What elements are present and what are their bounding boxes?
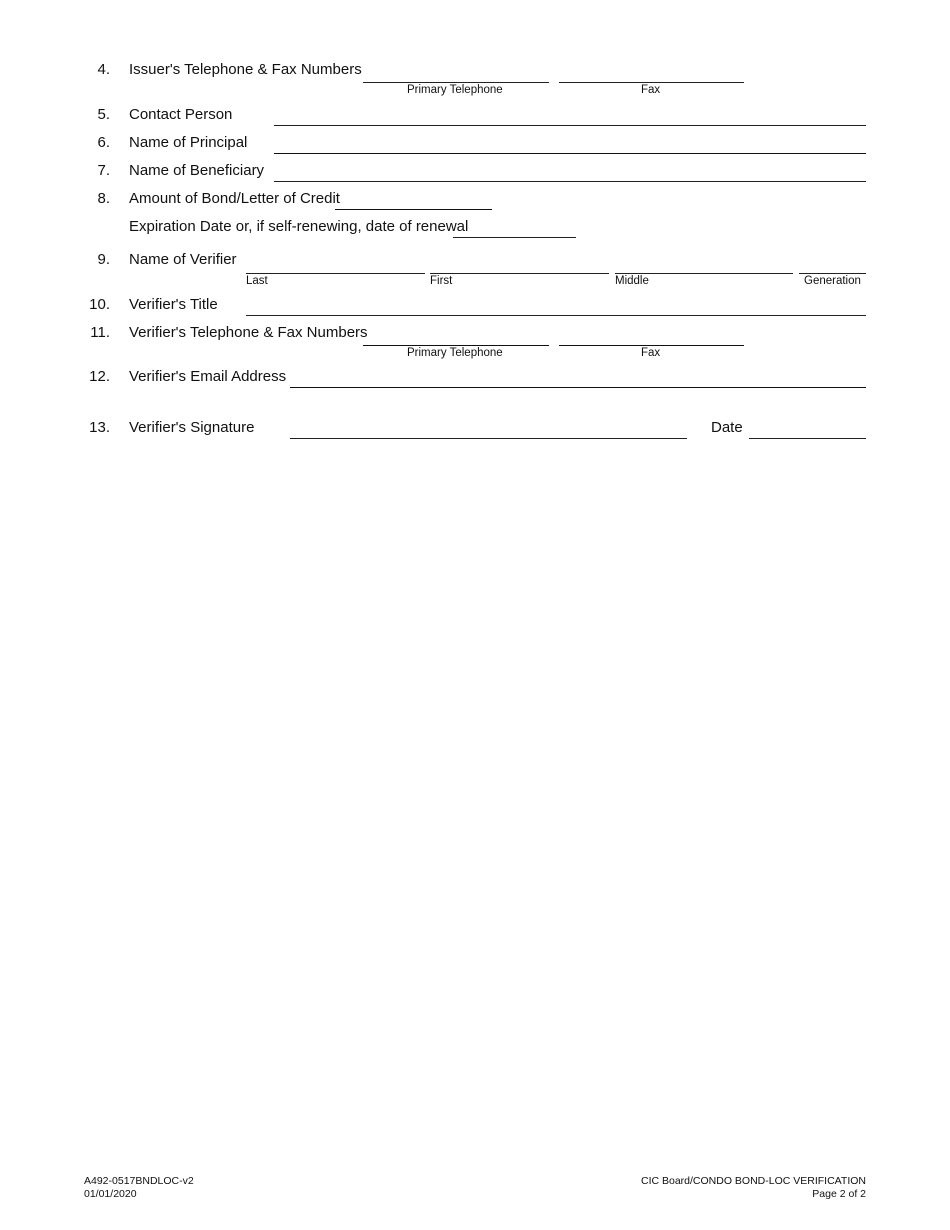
item-number: 8. (97, 190, 110, 207)
fax-caption: Fax (641, 347, 661, 359)
verifier-signature-label: Verifier's Signature (129, 419, 255, 436)
verifier-email-field[interactable] (290, 387, 866, 388)
item-number: 6. (97, 134, 110, 151)
beneficiary-name-label: Name of Beneficiary (129, 162, 265, 179)
verifier-generation-field[interactable] (799, 273, 866, 274)
verifier-name-label: Name of Verifier (129, 251, 237, 268)
item-number: 12. (89, 368, 110, 385)
verifier-middle-name-field[interactable] (615, 273, 793, 274)
item-number: 9. (97, 251, 110, 268)
beneficiary-name-field[interactable] (274, 181, 866, 182)
form-code: A492-0517BNDLOC-v2 (84, 1175, 194, 1187)
verifier-first-name-field[interactable] (430, 273, 609, 274)
item-number: 4. (97, 61, 110, 78)
verifier-primary-telephone-field[interactable] (363, 345, 549, 346)
contact-person-label: Contact Person (129, 106, 233, 123)
date-label: Date (711, 419, 743, 436)
first-caption: First (430, 275, 453, 287)
last-caption: Last (246, 275, 268, 287)
verifier-signature-field[interactable] (290, 438, 687, 439)
verifier-title-field[interactable] (246, 315, 866, 316)
bond-amount-field[interactable] (335, 209, 492, 210)
fax-caption: Fax (641, 84, 661, 96)
form-date: 01/01/2020 (84, 1188, 137, 1200)
item-number: 13. (89, 419, 110, 436)
bond-amount-label: Amount of Bond/Letter of Credit (129, 190, 340, 207)
verifier-fax-field[interactable] (559, 345, 744, 346)
issuer-fax-field[interactable] (559, 82, 744, 83)
item-number: 10. (89, 296, 110, 313)
primary-telephone-caption: Primary Telephone (407, 84, 503, 96)
expiration-date-label: Expiration Date or, if self-renewing, date of renewal (129, 218, 469, 235)
item-number: 7. (97, 162, 110, 179)
form-title: CIC Board/CONDO BOND-LOC VERIFICATION (640, 1175, 866, 1187)
principal-name-field[interactable] (274, 153, 866, 154)
middle-caption: Middle (615, 275, 649, 287)
verifier-email-label: Verifier's Email Address (129, 368, 287, 385)
verifier-title-label: Verifier's Title (129, 296, 218, 313)
page-number: Page 2 of 2 (812, 1188, 866, 1200)
expiration-date-field[interactable] (453, 237, 576, 238)
contact-person-field[interactable] (274, 125, 866, 126)
signature-date-field[interactable] (749, 438, 866, 439)
verifier-last-name-field[interactable] (246, 273, 425, 274)
issuer-primary-telephone-field[interactable] (363, 82, 549, 83)
verifier-phone-fax-label: Verifier's Telephone & Fax Numbers (129, 324, 368, 341)
principal-name-label: Name of Principal (129, 134, 248, 151)
item-number: 11. (90, 324, 110, 341)
footer-left (84, 1175, 194, 1201)
footer-right (641, 1175, 866, 1201)
item-number: 5. (97, 106, 110, 123)
issuer-phone-fax-label: Issuer's Telephone & Fax Numbers (129, 61, 362, 78)
primary-telephone-caption: Primary Telephone (407, 347, 503, 359)
generation-caption: Generation (804, 275, 861, 287)
